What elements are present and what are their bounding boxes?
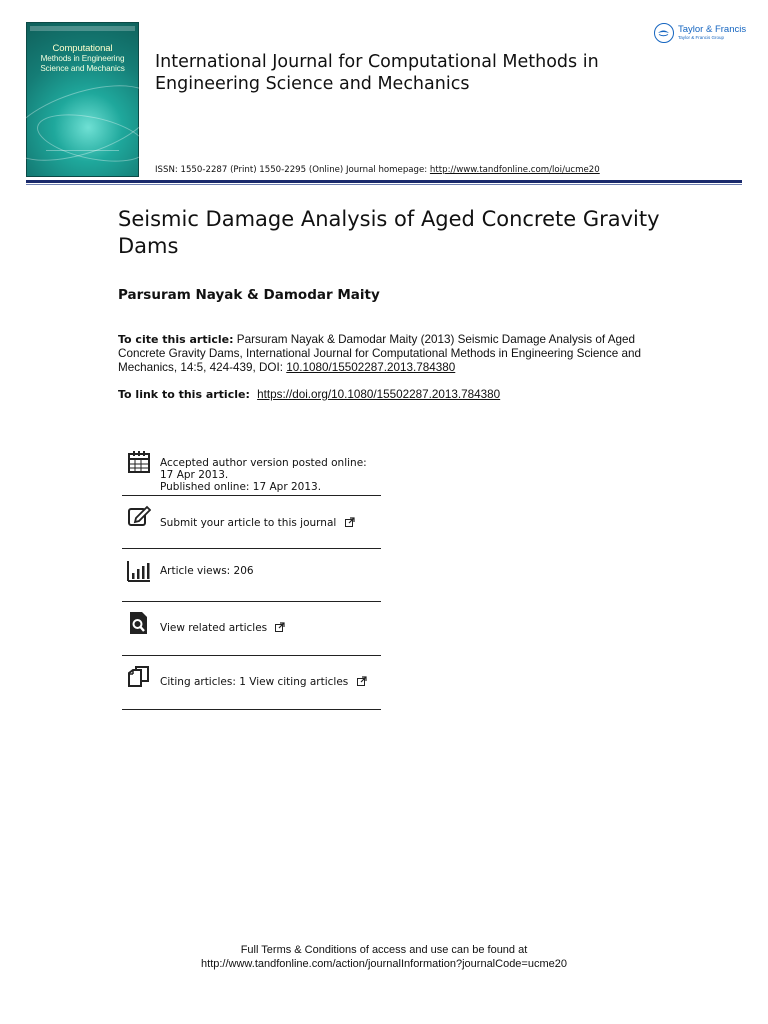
- journal-title: International Journal for Computational Methods in Engineering Science and Mechanics: [155, 52, 599, 94]
- article-authors: Parsuram Nayak & Damodar Maity: [118, 287, 380, 303]
- article-link-line: [118, 388, 500, 401]
- issn-text: ISSN: 1550-2287 (Print) 1550-2295 (Online) Journal homepage:: [155, 165, 430, 175]
- header-divider-thin: [26, 184, 742, 185]
- submit-article-link[interactable]: [160, 517, 355, 529]
- article-link-label: To link to this article:: [118, 388, 250, 401]
- calendar-icon: [127, 450, 151, 474]
- accepted-date: Accepted author version posted online: 17 Apr 2013.: [160, 457, 367, 481]
- submit-article-label: Submit your article to this journal: [160, 517, 337, 529]
- citing-articles-label: Citing articles: 1 View citing articles: [160, 676, 349, 688]
- citation-block: [118, 333, 658, 375]
- publisher-group: Taylor & Francis Group: [678, 35, 725, 40]
- bar-chart-icon: [127, 559, 151, 583]
- published-date: Published online: 17 Apr 2013.: [160, 481, 322, 493]
- citation-text: Parsuram Nayak & Damodar Maity (2013) Seismic Damage Analysis of Aged Concrete Gravity Dams, International Journal for Computational Methods in Engineering Science and Mechanics, 14:5, 424-439, DOI:: [118, 333, 641, 374]
- cover-title-line: Computational: [52, 43, 113, 54]
- cover-header-bar: [30, 26, 135, 31]
- article-doi-link[interactable]: https://doi.org/10.1080/15502287.2013.784380: [257, 388, 501, 401]
- citing-documents-icon: [127, 665, 151, 689]
- article-title: Seismic Damage Analysis of Aged Concrete Gravity Dams: [118, 207, 660, 258]
- cover-editors-block: [46, 150, 119, 173]
- cover-title: [32, 44, 133, 74]
- edit-icon: [127, 504, 151, 528]
- submit-article-row[interactable]: [122, 496, 381, 549]
- document-search-icon: [127, 611, 151, 635]
- publication-dates-row: [122, 445, 381, 496]
- related-articles-link[interactable]: [160, 622, 285, 634]
- citation-doi-link[interactable]: 10.1080/15502287.2013.784380: [286, 361, 456, 374]
- external-link-icon: [275, 622, 285, 632]
- taylor-francis-logo-icon: [654, 23, 674, 43]
- related-articles-label: View related articles: [160, 622, 268, 634]
- article-views-row: [122, 549, 381, 602]
- citing-articles-row[interactable]: [122, 656, 381, 710]
- external-link-icon: [345, 517, 355, 527]
- external-link-icon: [357, 676, 367, 686]
- journal-homepage-link[interactable]: http://www.tandfonline.com/loi/ucme20: [429, 165, 600, 175]
- citing-articles-link[interactable]: [160, 676, 367, 688]
- cover-title-line: Methods in Engineering: [40, 54, 125, 63]
- publisher-logo: [654, 22, 749, 48]
- related-articles-row[interactable]: [122, 602, 381, 656]
- publisher-name: Taylor & Francis: [678, 24, 747, 35]
- citation-label: To cite this article:: [118, 333, 234, 346]
- cover-title-line: Science and Mechanics: [40, 64, 125, 73]
- header-divider: [26, 180, 742, 183]
- issn-line: [155, 165, 600, 175]
- article-views: Article views: 206: [160, 565, 254, 577]
- publication-dates: [160, 457, 380, 493]
- journal-cover-image: [26, 22, 139, 177]
- footer-terms-url[interactable]: http://www.tandfonline.com/action/journalInformation?journalCode=ucme20: [201, 958, 567, 970]
- footer-terms: [0, 943, 768, 971]
- footer-terms-text: Full Terms & Conditions of access and use can be found at: [240, 944, 528, 956]
- article-metadata-list: [122, 445, 381, 710]
